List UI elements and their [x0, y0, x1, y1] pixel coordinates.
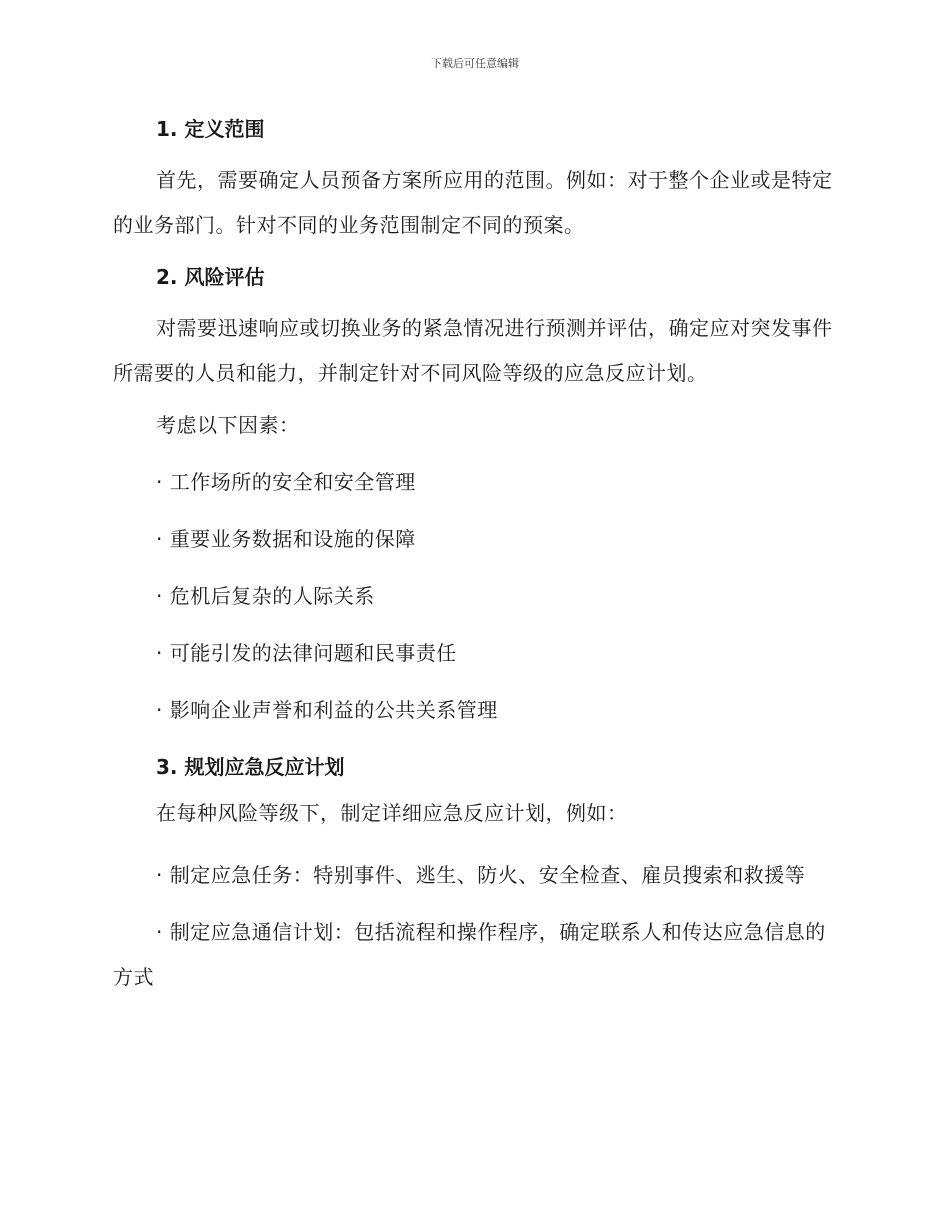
- list-item: · 重要业务数据和设施的保障: [156, 527, 416, 551]
- section-heading-3: 3. 规划应急反应计划: [156, 755, 345, 779]
- list-item: · 影响企业声誉和利益的公共关系管理: [156, 698, 498, 722]
- document-body: [113, 112, 833, 1012]
- list-item: · 制定应急任务：特别事件、逃生、防火、安全检查、雇员搜索和救援等: [156, 863, 806, 887]
- section-1-paragraph: 首先，需要确定人员预备方案所应用的范围。例如：对于整个企业或是特定的业务部门。针对不同的业务范围制定不同的预案。: [113, 168, 833, 237]
- list-item: · 危机后复杂的人际关系: [156, 584, 375, 608]
- header-note: 下载后可任意编辑: [431, 57, 519, 70]
- section-2-paragraph: 对需要迅速响应或切换业务的紧急情况进行预测并评估，确定应对突发事件所需要的人员和能力，并制定针对不同风险等级的应急反应计划。: [113, 316, 833, 385]
- section-heading-1: 1. 定义范围: [156, 117, 265, 141]
- section-heading-2: 2. 风险评估: [156, 265, 265, 289]
- section-3-intro: 在每种风险等级下，制定详细应急反应计划，例如：: [156, 801, 628, 825]
- section-2-intro: 考虑以下因素：: [156, 413, 300, 437]
- list-item: · 制定应急通信计划：包括流程和操作程序，确定联系人和传达应急信息的方式: [113, 920, 826, 989]
- list-item: · 工作场所的安全和安全管理: [156, 470, 416, 494]
- list-item: · 可能引发的法律问题和民事责任: [156, 641, 457, 665]
